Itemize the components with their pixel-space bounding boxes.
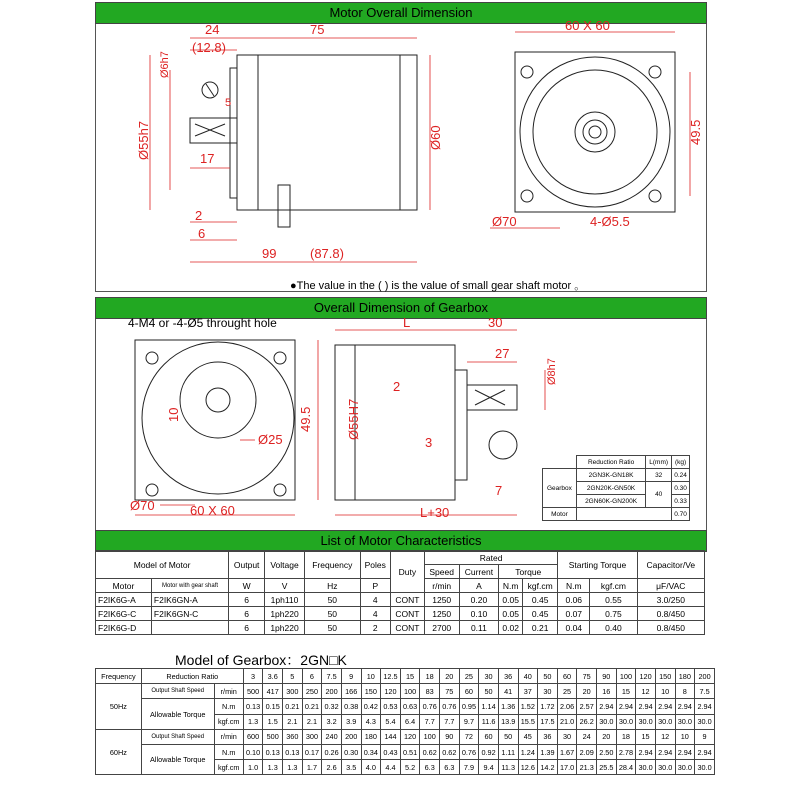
- torque-kgf-cell: 7.7: [420, 714, 440, 729]
- speed-cell: 10: [655, 684, 675, 699]
- ratio-header: Reduction Ratio: [576, 456, 645, 469]
- cell-gear: F2IK6GN-A: [151, 593, 228, 607]
- ratio-cell: 9: [341, 669, 361, 684]
- svg-text:Ø55H7: Ø55H7: [346, 398, 361, 440]
- torque-nm-cell: 1.39: [538, 744, 558, 759]
- ratio-cell: 150: [655, 669, 675, 684]
- torque-nm-cell: 0.43: [381, 744, 401, 759]
- torque-kgf-cell: 30.0: [636, 760, 656, 775]
- torque-nm-cell: 0.21: [302, 699, 322, 714]
- ratio-cell: 36: [498, 669, 518, 684]
- ratio-cell: 12.5: [381, 669, 401, 684]
- speed-cell: 83: [420, 684, 440, 699]
- cell-hz: 50: [304, 607, 360, 621]
- speed-cell: 100: [400, 684, 420, 699]
- svg-text:2: 2: [393, 379, 401, 394]
- torque-label: Allowable Torque: [141, 744, 214, 774]
- ratio-cell: 75: [577, 669, 597, 684]
- ratio-cell: 10: [361, 669, 381, 684]
- ratio-cell: 200: [695, 669, 715, 684]
- torque-nm-cell: 2.94: [695, 699, 715, 714]
- cell-current: 0.10: [459, 607, 499, 621]
- speed-cell: 24: [577, 729, 597, 744]
- svg-text:60 X 60: 60 X 60: [190, 503, 235, 518]
- cell-v: 1ph220: [265, 607, 305, 621]
- torque-kgf-cell: 12.6: [518, 760, 538, 775]
- speed-cell: 72: [459, 729, 479, 744]
- speed-cell: 100: [420, 729, 440, 744]
- torque-nm-cell: 0.32: [322, 699, 342, 714]
- speed-cell: 20: [597, 729, 617, 744]
- ratio-cell: 60: [557, 669, 577, 684]
- svg-text:75: 75: [310, 22, 325, 37]
- torque-nm-cell: 0.95: [459, 699, 479, 714]
- cell-w: 6: [229, 593, 265, 607]
- ratio-cell: 90: [597, 669, 617, 684]
- torque-nm-cell: 0.13: [263, 744, 283, 759]
- speed-cell: 417: [263, 684, 283, 699]
- torque-kgf-cell: 30.0: [695, 714, 715, 729]
- svg-text:17: 17: [200, 151, 215, 166]
- svg-text:Ø6h7: Ø6h7: [159, 51, 171, 78]
- torque-kgf-cell: 4.3: [361, 714, 381, 729]
- speed-cell: 120: [381, 684, 401, 699]
- cell-snm: 0.06: [558, 593, 590, 607]
- speed-cell: 7.5: [695, 684, 715, 699]
- torque-kgf-cell: 28.4: [616, 760, 636, 775]
- torque-kgf-cell: 17.5: [538, 714, 558, 729]
- unit-rmin: r/min: [214, 729, 243, 744]
- torque-kgf-cell: 4.0: [361, 760, 381, 775]
- motor-characteristics-table: Model of Motor Output Voltage Frequency Poles Duty Rated Starting Torque Capacitor/Ve Speed Current Torque Motor Motor with gear shaft W V Hz P r/min A N.m kgf.cm N.m kgf.cm μF/VAC F2IK6G-A F2IK6GN-A 6 1ph110 50 4 CONT 1250 0.20 0.05 0.45 0.06 0.55 3.0/250 F2IK6G-C F2IK6GN-C 6 1ph220 50 4 CONT 1250 0.10 0.05 0.45 0.07 0.75 0.8/450 F2IK6G-D 6 1ph220 50 2 CONT 2700 0.11 0.02 0.21 0.04 0.40 0.8/450: [95, 550, 705, 635]
- speed-cell: 12: [636, 684, 656, 699]
- table-row: [96, 593, 705, 607]
- cell-hz: 50: [304, 621, 360, 635]
- svg-text:99: 99: [262, 246, 277, 261]
- speed-cell: 30: [557, 729, 577, 744]
- torque-nm-cell: 0.62: [440, 744, 460, 759]
- speed-cell: 50: [498, 729, 518, 744]
- cell-p: 4: [360, 593, 390, 607]
- gearbox-ratio-table: [95, 668, 715, 775]
- torque-nm-cell: 0.26: [322, 744, 342, 759]
- cell-nm: 0.05: [499, 593, 523, 607]
- svg-text:Ø60: Ø60: [428, 125, 443, 150]
- torque-nm-cell: 0.21: [283, 699, 303, 714]
- torque-nm-cell: 2.94: [655, 699, 675, 714]
- torque-nm-cell: 0.34: [361, 744, 381, 759]
- speed-cell: 360: [283, 729, 303, 744]
- cell-kgf: 0.45: [523, 593, 558, 607]
- speed-cell: 36: [538, 729, 558, 744]
- unit-rmin: r/min: [214, 684, 243, 699]
- torque-kgf-cell: 7.7: [440, 714, 460, 729]
- ratio-cell: 6: [302, 669, 322, 684]
- svg-text:Ø70: Ø70: [492, 214, 517, 229]
- speed-label: Output Shaft Speed: [141, 729, 214, 744]
- frequency-label: 50Hz: [96, 684, 142, 730]
- torque-nm-cell: 1.36: [498, 699, 518, 714]
- speed-cell: 600: [243, 729, 263, 744]
- torque-nm-cell: 0.53: [381, 699, 401, 714]
- frequency-label: 60Hz: [96, 729, 142, 775]
- torque-nm-cell: 0.30: [341, 744, 361, 759]
- torque-kgf-cell: 1.3: [283, 760, 303, 775]
- torque-nm-cell: 1.67: [557, 744, 577, 759]
- torque-kgf-cell: 5.4: [381, 714, 401, 729]
- torque-kgf-cell: 7.9: [459, 760, 479, 775]
- cell-speed: 1250: [424, 607, 459, 621]
- torque-kgf-cell: 21.3: [577, 760, 597, 775]
- svg-text:Ø25: Ø25: [258, 432, 283, 447]
- torque-kgf-cell: 6.3: [440, 760, 460, 775]
- torque-kgf-cell: 14.2: [538, 760, 558, 775]
- ratio-cell: 15: [400, 669, 420, 684]
- speed-cell: 150: [361, 684, 381, 699]
- reduction-ratio-header: Reduction Ratio: [141, 669, 243, 684]
- speed-cell: 20: [577, 684, 597, 699]
- gearbox-model-title: Model of Gearbox：2GN□K: [175, 652, 347, 668]
- ratio-cell: 3.6: [263, 669, 283, 684]
- speed-cell: 25: [557, 684, 577, 699]
- speed-cell: 41: [498, 684, 518, 699]
- torque-nm-cell: 0.62: [420, 744, 440, 759]
- torque-kgf-cell: 21.0: [557, 714, 577, 729]
- torque-nm-cell: 0.10: [243, 744, 263, 759]
- torque-kgf-cell: 1.3: [263, 760, 283, 775]
- ratio-cell: 3: [243, 669, 263, 684]
- ratio-cell: 40: [518, 669, 538, 684]
- torque-kgf-cell: 30.0: [655, 760, 675, 775]
- torque-nm-cell: 1.24: [518, 744, 538, 759]
- cell-p: 4: [360, 607, 390, 621]
- svg-text:4-Ø5.5: 4-Ø5.5: [590, 214, 630, 229]
- cell-skgf: 0.75: [590, 607, 637, 621]
- torque-nm-cell: 0.63: [400, 699, 420, 714]
- speed-cell: 75: [440, 684, 460, 699]
- ratio-cell: 50: [538, 669, 558, 684]
- characteristics-banner: List of Motor Characteristics: [95, 530, 707, 552]
- cell-current: 0.20: [459, 593, 499, 607]
- torque-nm-cell: 2.50: [597, 744, 617, 759]
- cell-motor: F2IK6G-C: [96, 607, 152, 621]
- torque-nm-cell: 2.94: [597, 699, 617, 714]
- torque-kgf-cell: 15.5: [518, 714, 538, 729]
- frequency-header: Frequency: [96, 669, 142, 684]
- torque-kgf-cell: 9.4: [479, 760, 499, 775]
- torque-kgf-cell: 25.5: [597, 760, 617, 775]
- torque-nm-cell: 2.94: [655, 744, 675, 759]
- torque-kgf-cell: 13.9: [498, 714, 518, 729]
- gearbox-weight-table: Reduction Ratio L(mm) (kg) Gearbox 2GN3K-GN18K 32 0.24 2GN20K-GN50K 40 0.30 2GN60K-GN200K 0.33 Motor 0.70: [542, 455, 690, 521]
- torque-nm-cell: 2.94: [616, 699, 636, 714]
- torque-nm-cell: 2.94: [636, 699, 656, 714]
- torque-kgf-cell: 26.2: [577, 714, 597, 729]
- svg-text:7: 7: [495, 483, 503, 498]
- speed-cell: 60: [479, 729, 499, 744]
- ratio-cell: 20: [440, 669, 460, 684]
- speed-cell: 15: [636, 729, 656, 744]
- speed-cell: 250: [302, 684, 322, 699]
- torque-nm-cell: 2.06: [557, 699, 577, 714]
- cell-snm: 0.07: [558, 607, 590, 621]
- torque-kgf-cell: 30.0: [655, 714, 675, 729]
- speed-cell: 45: [518, 729, 538, 744]
- torque-kgf-cell: 11.6: [479, 714, 499, 729]
- ratio-cell: 180: [675, 669, 695, 684]
- torque-kgf-cell: 30.0: [675, 714, 695, 729]
- torque-nm-cell: 0.51: [400, 744, 420, 759]
- svg-text:2: 2: [195, 208, 203, 223]
- torque-nm-cell: 0.42: [361, 699, 381, 714]
- torque-kgf-cell: 1.7: [302, 760, 322, 775]
- torque-kgf-cell: 9.7: [459, 714, 479, 729]
- torque-kgf-cell: 5.2: [400, 760, 420, 775]
- speed-cell: 200: [341, 729, 361, 744]
- speed-cell: 37: [518, 684, 538, 699]
- speed-label: Output Shaft Speed: [141, 684, 214, 699]
- torque-kgf-cell: 1.5: [263, 714, 283, 729]
- torque-nm-cell: 0.76: [420, 699, 440, 714]
- speed-cell: 500: [243, 684, 263, 699]
- motor-body-outline: [237, 55, 417, 210]
- svg-text:L: L: [403, 315, 411, 330]
- torque-kgf-cell: 2.1: [302, 714, 322, 729]
- torque-nm-cell: 2.57: [577, 699, 597, 714]
- cell-motor: F2IK6G-A: [96, 593, 152, 607]
- unit-kgf: kgf.cm: [214, 760, 243, 775]
- cell-kgf: 0.21: [523, 621, 558, 635]
- speed-cell: 60: [459, 684, 479, 699]
- table-row: [96, 621, 705, 635]
- speed-cell: 30: [538, 684, 558, 699]
- svg-text:49.5: 49.5: [298, 406, 313, 432]
- torque-nm-cell: 1.11: [498, 744, 518, 759]
- cell-skgf: 0.55: [590, 593, 637, 607]
- speed-cell: 300: [283, 684, 303, 699]
- ratio-cell: 25: [459, 669, 479, 684]
- torque-nm-cell: 2.94: [695, 744, 715, 759]
- torque-nm-cell: 0.76: [440, 699, 460, 714]
- torque-kgf-cell: 1.0: [243, 760, 263, 775]
- torque-kgf-cell: 1.3: [243, 714, 263, 729]
- table-row: [96, 607, 705, 621]
- torque-kgf-cell: 30.0: [616, 714, 636, 729]
- torque-kgf-cell: 30.0: [695, 760, 715, 775]
- speed-cell: 300: [302, 729, 322, 744]
- cell-v: 1ph110: [265, 593, 305, 607]
- svg-text:Ø55h7: Ø55h7: [136, 120, 151, 160]
- cell-cap: 3.0/250: [637, 593, 704, 607]
- torque-kgf-cell: 30.0: [675, 760, 695, 775]
- svg-text:L+30: L+30: [420, 505, 450, 520]
- speed-cell: 240: [322, 729, 342, 744]
- torque-kgf-cell: 30.0: [597, 714, 617, 729]
- cell-motor: F2IK6G-D: [96, 621, 152, 635]
- cell-duty: CONT: [390, 607, 424, 621]
- cell-duty: CONT: [390, 593, 424, 607]
- svg-text:Ø8h7: Ø8h7: [546, 358, 558, 385]
- speed-cell: 200: [322, 684, 342, 699]
- torque-kgf-cell: 6.4: [400, 714, 420, 729]
- torque-nm-cell: 0.92: [479, 744, 499, 759]
- unit-nm: N.m: [214, 744, 243, 759]
- torque-kgf-cell: 6.3: [420, 760, 440, 775]
- svg-text:27: 27: [495, 346, 510, 361]
- cell-nm: 0.05: [499, 607, 523, 621]
- cell-speed: 1250: [424, 593, 459, 607]
- speed-cell: 8: [675, 684, 695, 699]
- ratio-cell: 120: [636, 669, 656, 684]
- torque-nm-cell: 0.15: [263, 699, 283, 714]
- torque-kgf-cell: 3.2: [322, 714, 342, 729]
- torque-nm-cell: 0.76: [459, 744, 479, 759]
- torque-nm-cell: 1.72: [538, 699, 558, 714]
- gearbox-dimension-banner: Overall Dimension of Gearbox: [95, 297, 707, 319]
- torque-kgf-cell: 3.9: [341, 714, 361, 729]
- cell-speed: 2700: [424, 621, 459, 635]
- torque-nm-cell: 1.14: [479, 699, 499, 714]
- cell-snm: 0.04: [558, 621, 590, 635]
- svg-text:49.5: 49.5: [688, 119, 703, 145]
- torque-kgf-cell: 30.0: [636, 714, 656, 729]
- torque-nm-cell: 0.13: [283, 744, 303, 759]
- torque-kgf-cell: 4.4: [381, 760, 401, 775]
- torque-nm-cell: 0.17: [302, 744, 322, 759]
- svg-text:4-M4 or -4-Ø5 throught hole: 4-M4 or -4-Ø5 throught hole: [128, 316, 277, 330]
- svg-text:5: 5: [225, 97, 232, 109]
- torque-kgf-cell: 2.1: [283, 714, 303, 729]
- cell-current: 0.11: [459, 621, 499, 635]
- speed-cell: 10: [675, 729, 695, 744]
- speed-cell: 16: [597, 684, 617, 699]
- torque-nm-cell: 2.94: [636, 744, 656, 759]
- cell-cap: 0.8/450: [637, 621, 704, 635]
- speed-cell: 144: [381, 729, 401, 744]
- cell-skgf: 0.40: [590, 621, 637, 635]
- torque-nm-cell: 0.13: [243, 699, 263, 714]
- speed-cell: 166: [341, 684, 361, 699]
- torque-label: Allowable Torque: [141, 699, 214, 729]
- motor-note: ●The value in the ( ) is the value of small gear shaft motor 。: [290, 280, 586, 292]
- unit-kgf: kgf.cm: [214, 714, 243, 729]
- speed-cell: 500: [263, 729, 283, 744]
- torque-nm-cell: 2.09: [577, 744, 597, 759]
- ratio-cell: 100: [616, 669, 636, 684]
- cell-gear: F2IK6GN-C: [151, 607, 228, 621]
- speed-cell: 90: [440, 729, 460, 744]
- cell-p: 2: [360, 621, 390, 635]
- torque-kgf-cell: 2.6: [322, 760, 342, 775]
- torque-kgf-cell: 3.5: [341, 760, 361, 775]
- ratio-cell: 18: [420, 669, 440, 684]
- speed-cell: 180: [361, 729, 381, 744]
- cell-hz: 50: [304, 593, 360, 607]
- unit-nm: N.m: [214, 699, 243, 714]
- speed-cell: 9: [695, 729, 715, 744]
- torque-nm-cell: 2.94: [675, 699, 695, 714]
- cell-v: 1ph220: [265, 621, 305, 635]
- cell-nm: 0.02: [499, 621, 523, 635]
- svg-text:3: 3: [425, 435, 433, 450]
- svg-text:30: 30: [488, 315, 503, 330]
- speed-cell: 50: [479, 684, 499, 699]
- cell-duty: CONT: [390, 621, 424, 635]
- cell-w: 6: [229, 607, 265, 621]
- svg-text:24: 24: [205, 22, 220, 37]
- cell-kgf: 0.45: [523, 607, 558, 621]
- gearbox-label: Gearbox: [543, 469, 577, 508]
- cell-gear: [151, 621, 228, 635]
- ratio-cell: 30: [479, 669, 499, 684]
- speed-cell: 12: [655, 729, 675, 744]
- speed-cell: 120: [400, 729, 420, 744]
- torque-nm-cell: 2.78: [616, 744, 636, 759]
- torque-nm-cell: 0.38: [341, 699, 361, 714]
- ratio-cell: 5: [283, 669, 303, 684]
- cell-w: 6: [229, 621, 265, 635]
- speed-cell: 15: [616, 684, 636, 699]
- speed-cell: 18: [616, 729, 636, 744]
- torque-kgf-cell: 17.0: [557, 760, 577, 775]
- torque-nm-cell: 2.94: [675, 744, 695, 759]
- motor-dimension-banner: Motor Overall Dimension: [95, 2, 707, 24]
- torque-nm-cell: 1.52: [518, 699, 538, 714]
- svg-text:10: 10: [166, 407, 181, 422]
- cell-cap: 0.8/450: [637, 607, 704, 621]
- torque-kgf-cell: 11.3: [498, 760, 518, 775]
- ratio-cell: 7.5: [322, 669, 342, 684]
- svg-text:(87.8): (87.8): [310, 246, 344, 261]
- svg-text:60 X 60: 60 X 60: [565, 18, 610, 33]
- svg-text:6: 6: [198, 226, 206, 241]
- svg-text:Ø70: Ø70: [130, 498, 155, 513]
- svg-text:(12.8): (12.8): [192, 40, 226, 55]
